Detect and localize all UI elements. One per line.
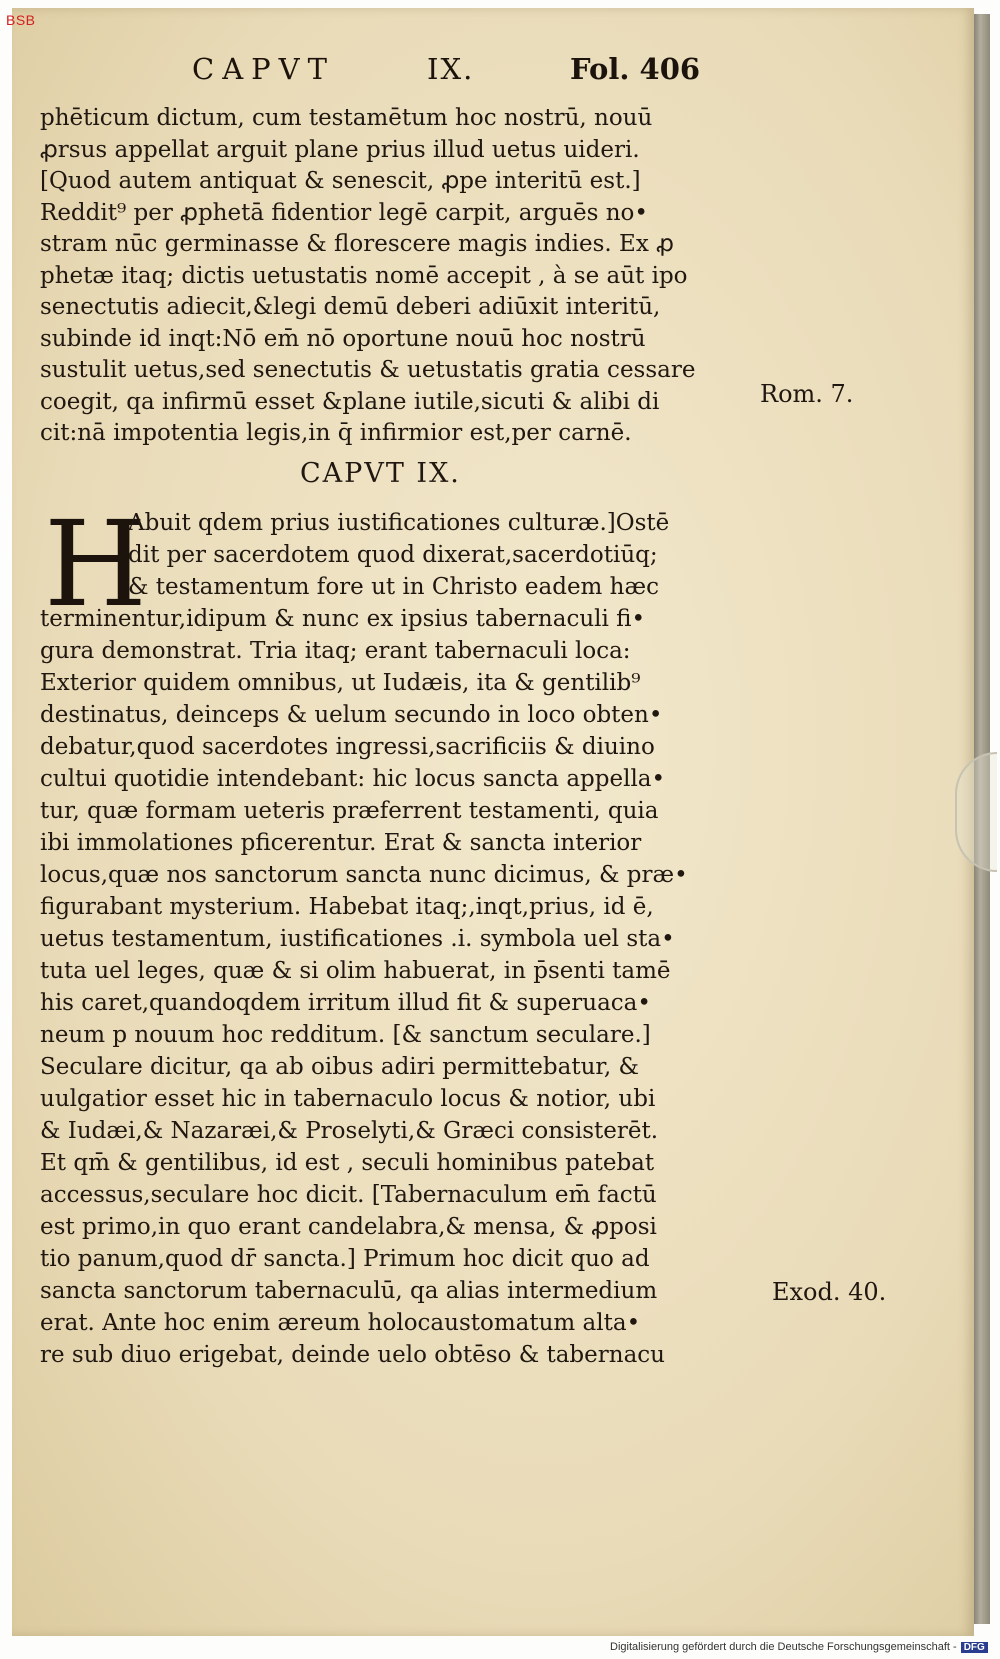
margin-note-rom: Rom. 7.: [760, 380, 854, 408]
text-line: accessus,seculare hoc dicit. [Tabernaculum em̄ factū: [40, 1182, 657, 1208]
text-line: uulgatior esset hic in tabernaculo locus & notior, ubi: [40, 1086, 656, 1112]
text-line: Et qm̄ & gentilibus, id est , seculi hominibus patebat: [40, 1150, 655, 1176]
text-line: subinde id inqt:Nō em̄ nō oportune nouū hoc nostrū: [40, 326, 646, 352]
text-line: dit per sacerdotem quod dixerat,sacerdotiūq;: [128, 542, 658, 568]
text-line: & testamentum fore ut in Christo eadem hæc: [128, 574, 659, 600]
text-line: erat. Ante hoc enim æreum holocaustomatum alta•: [40, 1310, 641, 1336]
text-line: tur, quæ formam ueteris præferrent testamenti, quia: [40, 798, 659, 824]
text-line: [Quod autem antiquat & senescit, ꝓpe interitū est.]: [40, 168, 641, 194]
header-folio: Fol. 406: [570, 52, 701, 86]
text-line: gura demonstrat. Tria itaq; erant tabernaculi loca:: [40, 638, 631, 664]
drop-cap-initial: H: [44, 495, 147, 633]
text-line: sancta sanctorum tabernaculū, qa alias intermedium: [40, 1278, 658, 1304]
header-chapter-number: IX.: [427, 52, 475, 86]
text-line: ꝓrsus appellat arguit plane prius illud uetus uideri.: [40, 137, 640, 163]
text-line: stram nūc germinasse & florescere magis indies. Ex ꝓ: [40, 231, 674, 257]
text-line: Seculare dicitur, qa ab oibus adiri permittebatur, &: [40, 1054, 639, 1080]
text-line: his caret,quandoqdem irritum illud fit & superuaca•: [40, 990, 651, 1016]
library-mark: BSB: [6, 12, 36, 28]
text-line: phetæ itaq; dictis uetustatis nomē accepit , à se aūt ipo: [40, 263, 688, 289]
margin-note-exod: Exod. 40.: [772, 1278, 887, 1306]
text-line: destinatus, deinceps & uelum secundo in loco obten•: [40, 702, 663, 728]
text-line: & Iudæi,& Nazaræi,& Proselyti,& Græci consisterēt.: [40, 1118, 659, 1144]
text-line: cit:nā impotentia legis,in q̄ infirmior est,per carnē.: [40, 420, 632, 446]
text-line: Reddit⁹ per ꝓphetā fidentior legē carpit, arguēs no•: [40, 200, 648, 226]
text-line: sustulit uetus,sed senectutis & uetustatis gratia cessare: [40, 357, 696, 383]
text-line: locus,quæ nos sanctorum sancta nunc dicimus, & præ•: [40, 862, 688, 888]
text-line: ibi immolationes pficerentur. Erat & sancta interior: [40, 830, 642, 856]
text-line: uetus testamentum, iustificationes .i. symbola uel sta•: [40, 926, 675, 952]
text-line: cultui quotidie intendebant: hic locus sancta appella•: [40, 766, 666, 792]
text-line: terminentur,idipum & nunc ex ipsius tabernaculi fi•: [40, 606, 646, 632]
text-line: est primo,in quo erant candelabra,& mensa, & ꝓposi: [40, 1214, 657, 1240]
text-line: Exterior quidem omnibus, ut Iudæis, ita & gentilib⁹: [40, 670, 641, 696]
header-caput: CAPVT: [192, 52, 335, 86]
text-line: tuta uel leges, quæ & si olim habuerat, in p̄senti tamē: [40, 958, 671, 984]
chapter-heading: CAPVT IX.: [300, 458, 461, 489]
text-line: Abuit qdem prius iustificationes culturæ.]Ostē: [128, 510, 670, 536]
dfg-logo: DFG: [961, 1642, 988, 1653]
running-header: [192, 52, 752, 92]
text-line: phēticum dictum, cum testamētum hoc nostrū, nouū: [40, 105, 653, 131]
text-line: figurabant mysterium. Habebat itaq;,inqt,prius, id ē,: [40, 894, 654, 920]
footer-text: Digitalisierung gefördert durch die Deutsche Forschungsgemeinschaft -: [610, 1641, 957, 1653]
text-line: debatur,quod sacerdotes ingressi,sacrificiis & diuino: [40, 734, 655, 760]
text-line: coegit, qa infirmū esset &plane iutile,sicuti & alibi di: [40, 389, 660, 415]
text-line: senectutis adiecit,&legi demū deberi adiūxit interitū,: [40, 294, 661, 320]
text-line: re sub diuo erigebat, deinde uelo obtēso & tabernacu: [40, 1342, 665, 1368]
text-line: tio panum,quod dr̄ sancta.] Primum hoc dicit quo ad: [40, 1246, 650, 1272]
text-line: neum p nouum hoc redditum. [& sanctum seculare.]: [40, 1022, 651, 1048]
digitization-footer: [610, 1641, 988, 1653]
